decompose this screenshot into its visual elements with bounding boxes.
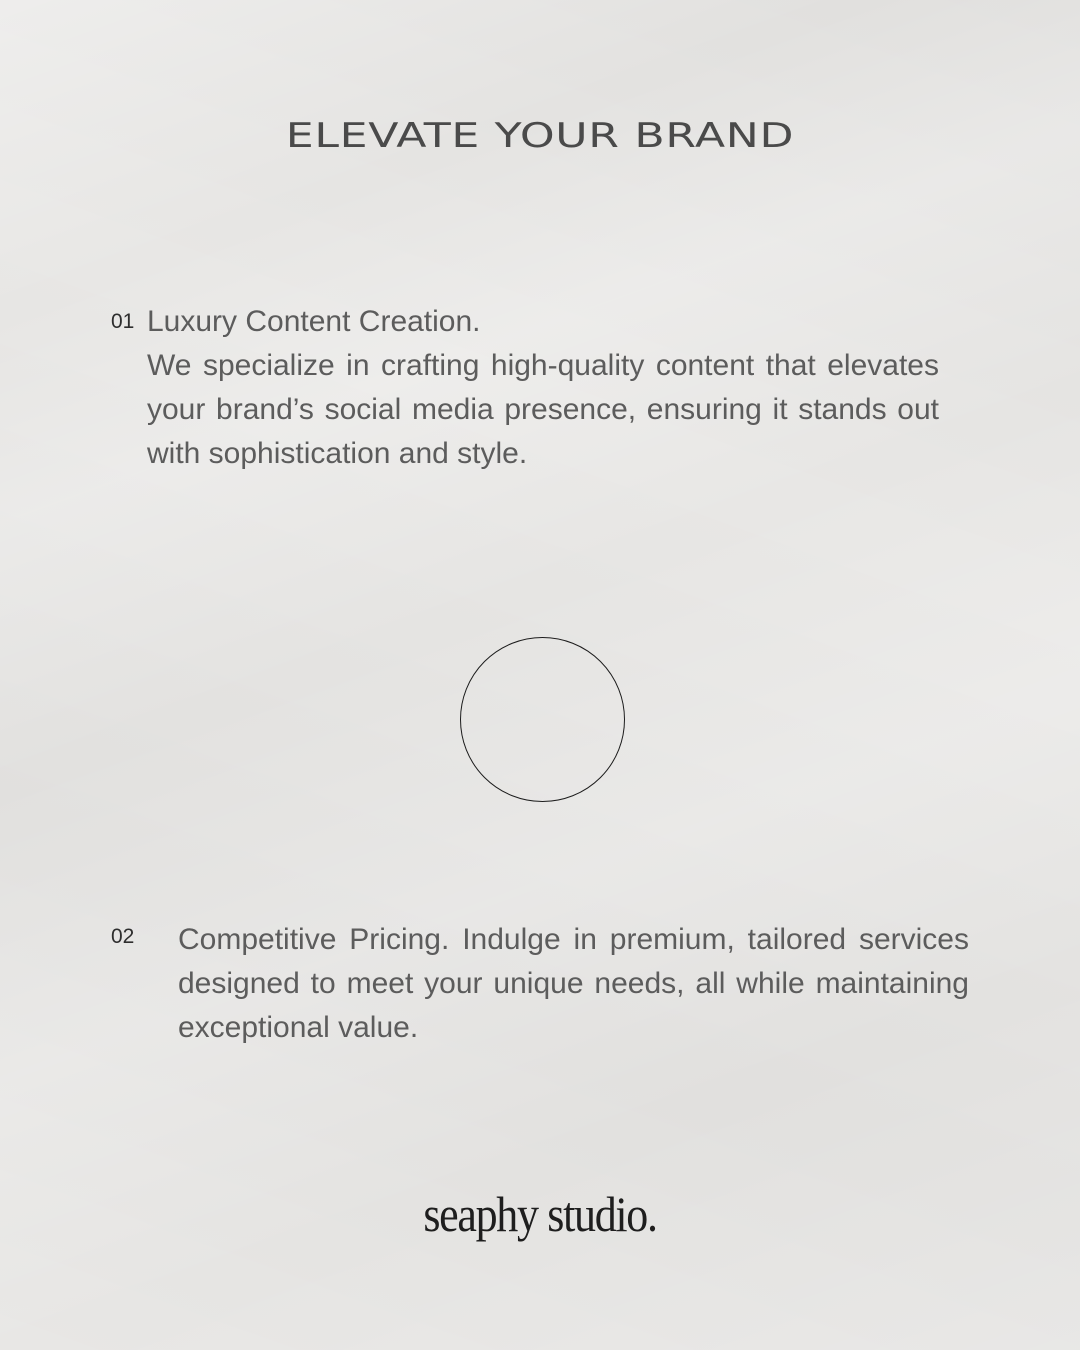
page-title: ELEVATE YOUR BRAND <box>285 116 795 156</box>
item-luxury-content <box>147 300 939 476</box>
circle-decoration <box>460 637 625 802</box>
item-number-02: 02 <box>111 925 135 948</box>
item-competitive-pricing: Competitive Pricing. Indulge in premium, tailored services designed to meet your unique needs, all while maintaining exceptional value. <box>178 923 969 1044</box>
item-heading: Luxury Content Creation. <box>147 305 481 338</box>
brand-logo: seaphy studio. <box>423 1186 657 1242</box>
item-number-01: 01 <box>111 310 135 333</box>
item-body: We specialize in crafting high-quality content that elevates your brand’s social media presence, ensuring it stands out with sophistication and style. <box>147 349 939 470</box>
